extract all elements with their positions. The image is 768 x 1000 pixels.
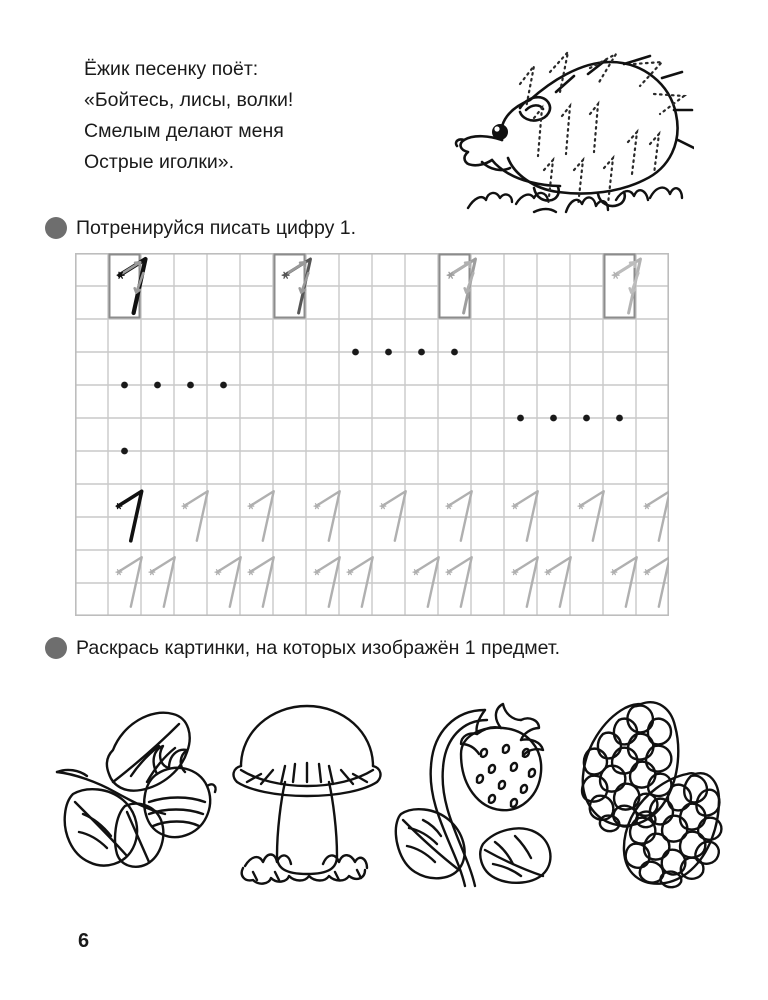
demo-box-4[interactable] — [605, 255, 641, 318]
page-number: 6 — [78, 930, 90, 952]
task-1-instruction — [45, 216, 356, 240]
digit-one-glyph — [316, 491, 340, 541]
picture-strawberry[interactable] — [392, 690, 562, 902]
picture-pinecones[interactable] — [562, 690, 732, 902]
coloring-pictures-row — [52, 690, 732, 902]
digit-one-glyph — [448, 491, 472, 541]
picture-mushroom[interactable] — [222, 690, 392, 902]
digit-one-glyph — [118, 557, 142, 607]
guide-dot — [616, 415, 623, 422]
guide-dot — [550, 415, 557, 422]
single-digits-row[interactable] — [116, 491, 669, 541]
picture-hazelnuts[interactable] — [52, 690, 222, 902]
digit-one-glyph — [151, 557, 175, 607]
digit-one-glyph — [217, 557, 241, 607]
digit-one-glyph — [448, 557, 472, 607]
guide-dot — [385, 349, 392, 356]
digit-one-glyph — [514, 491, 538, 541]
poem-block — [84, 54, 404, 178]
guide-dot — [187, 382, 194, 389]
poem-line-4: Острые иголки». — [84, 151, 235, 173]
digit-one-glyph — [646, 491, 669, 541]
digit-one-glyph — [646, 557, 669, 607]
guide-dot — [451, 349, 458, 356]
handwriting-practice-grid[interactable] — [75, 253, 693, 616]
task-2-instruction — [45, 636, 560, 660]
digit-one-glyph — [250, 491, 274, 541]
guide-dot — [121, 448, 128, 455]
task-1-bullet-icon — [45, 217, 67, 239]
digit-one-glyph — [184, 491, 208, 541]
digit-one-glyph — [349, 557, 373, 607]
digit-one-glyph — [547, 557, 571, 607]
guide-dot — [220, 382, 227, 389]
poem-line-2: «Бойтесь, лисы, волки! — [84, 89, 294, 111]
demo-box-1[interactable] — [110, 255, 146, 318]
digit-one-glyph — [514, 557, 538, 607]
demo-box-3[interactable] — [440, 255, 476, 318]
task-2-label: Раскрась картинки, на которых изображён 1 предмет. — [76, 637, 561, 659]
guide-dot — [352, 349, 359, 356]
digit-one-glyph — [316, 557, 340, 607]
hedgehog-illustration — [438, 22, 694, 218]
digit-one-glyph — [613, 557, 637, 607]
digit-one-glyph — [415, 557, 439, 607]
guide-dot — [517, 415, 524, 422]
digit-pairs-row[interactable] — [116, 557, 669, 607]
poem-line-3: Смелым делают меня — [84, 120, 284, 142]
digit-one-glyph — [118, 491, 142, 541]
task-1-label: Потренируйся писать цифру 1. — [76, 217, 356, 239]
digit-one-glyph — [580, 491, 604, 541]
digit-one-glyph — [250, 557, 274, 607]
guide-dot — [418, 349, 425, 356]
guide-dot — [154, 382, 161, 389]
digit-one-glyph — [382, 491, 406, 541]
demo-box-2[interactable] — [275, 255, 311, 318]
task-2-bullet-icon — [45, 637, 67, 659]
guide-dot — [121, 382, 128, 389]
guide-dot — [583, 415, 590, 422]
poem-line-1: Ёжик песенку поёт: — [84, 58, 259, 80]
